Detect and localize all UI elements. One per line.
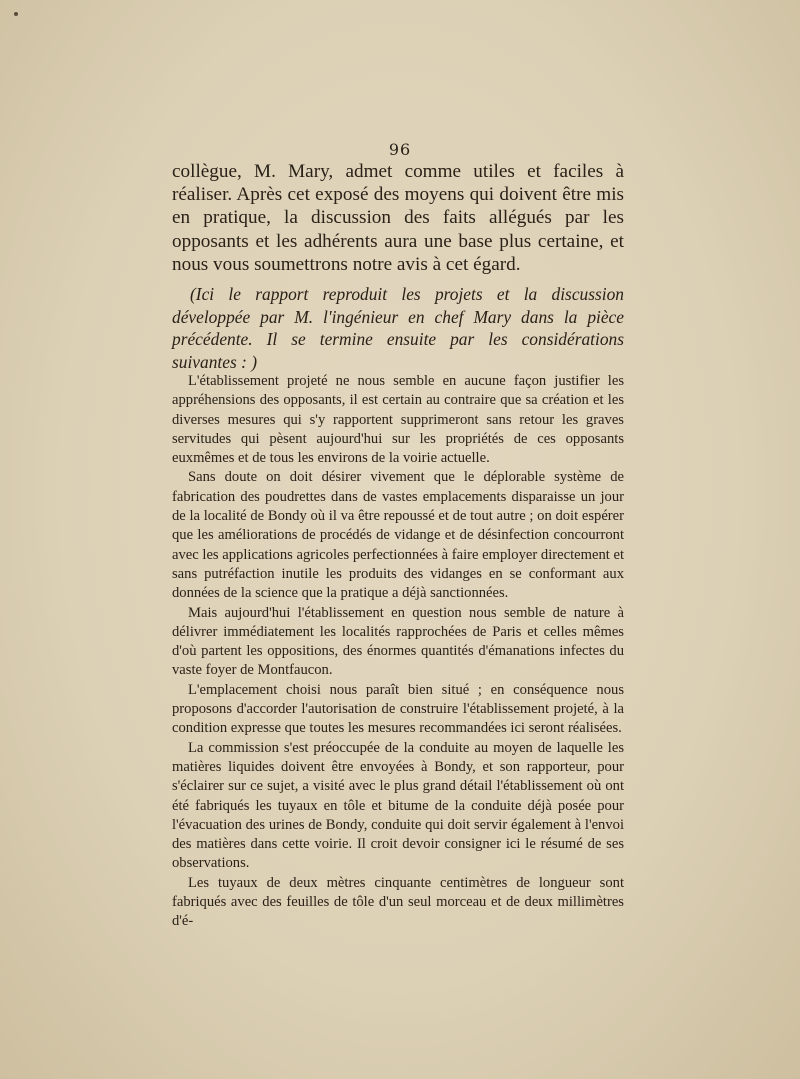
paragraph: Les tuyaux de deux mètres cinquante centimètres de longueur sont fabriqués avec des feuilles de tôle d'un seul morceau et de deux millimètres d'é- bbox=[172, 874, 624, 930]
paragraph: Mais aujourd'hui l'établissement en question nous semble de nature à délivrer immédiatement les localités rapprochées de Paris et celles mêmes d'où partent les oppositions, des énormes quantités d'émanations infectes du vaste foyer de Montfaucon. bbox=[172, 604, 624, 679]
paragraph: L'emplacement choisi nous paraît bien situé ; en conséquence nous proposons d'accorder l'autorisation de construire l'établissement projeté, à la condition expresse que toutes les mesures recommandées ici seront réalisées. bbox=[172, 681, 624, 737]
italic-note: (Ici le rapport reproduit les projets et la discussion développée par M. l'ingénieur en chef Mary dans la pièce précédente. Il se termine ensuite par les considérations suivantes : ) bbox=[172, 284, 624, 372]
body-text bbox=[172, 372, 624, 932]
paragraph: Sans doute on doit désirer vivement que le déplorable système de fabrication des poudrettes dans de vastes emplacements disparaisse un jour de la localité de Bondy où il va être repoussé et de tout autre ; on doit espérer que les améliorations de procédés de vidange et de désinfection concourront avec les applications agricoles perfectionnées à faire employer directement et sans putréfaction inutile les produits des vidanges en se conformant aux données de la science que la pratique a déjà sanctionnées. bbox=[172, 469, 624, 602]
page-number: 96 bbox=[388, 140, 412, 159]
paragraph: L'établissement projeté ne nous semble en aucune façon justifier les appréhensions des opposants, il est certain au contraire que sa création et les diverses mesures qui s'y rapportent supprimeront sans retour les graves servitudes qui pèsent aujourd'hui sur les propriétés de ces opposants euxmêmes et de tous les environs de la voirie actuelle. bbox=[172, 373, 624, 467]
italic-note-block bbox=[172, 283, 624, 373]
ink-speck bbox=[14, 12, 18, 16]
paragraph: La commission s'est préoccupée de la conduite au moyen de laquelle les matières liquides doivent être envoyées à Bondy, et son rapporteur, pour s'éclairer sur ce sujet, a visité avec le plus grand détail l'établissement où ont été fabriqués les tuyaux en tôle et bitume de la conduite déjà posée pour l'évacuation des urines de Bondy, conduite qui doit servir également à l'envoi des matières dans cette voirie. Il croit devoir consigner ici le résumé de ses observations. bbox=[172, 739, 624, 872]
intro-paragraph-block bbox=[172, 160, 624, 276]
intro-paragraph: collègue, M. Mary, admet comme utiles et faciles à réaliser. Après cet exposé des moyens qui doivent être mis en pratique, la discussion des faits allégués par les opposants et les adhérents aura une base plus certaine, et nous vous soumettrons notre avis à cet égard. bbox=[172, 161, 624, 275]
